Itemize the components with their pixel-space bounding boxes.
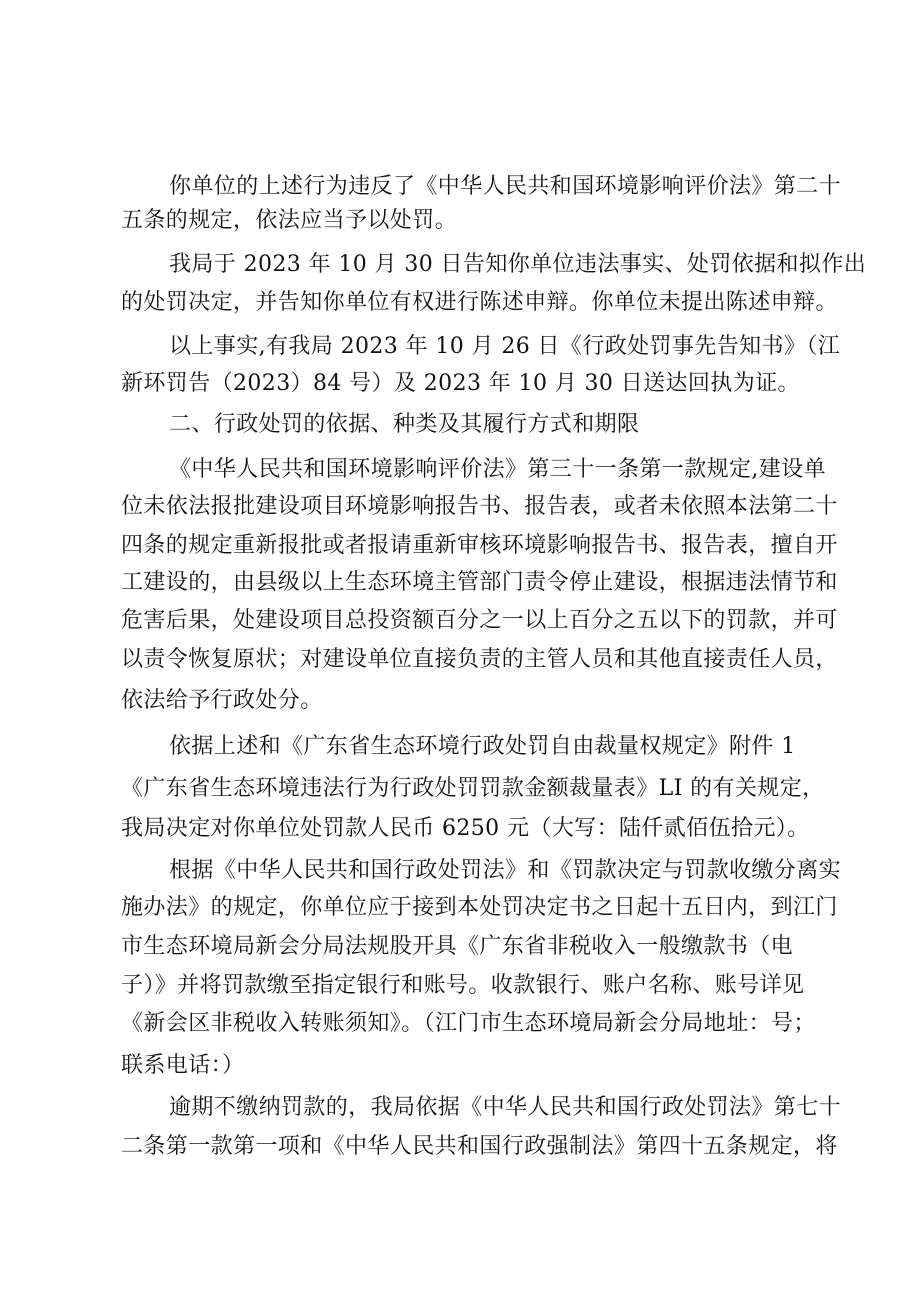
text-line: 依法给予行政处分。 (121, 688, 323, 713)
text-line: 五条的规定，依法应当予以处罚。 (121, 208, 458, 233)
text-line: 根据《中华人民共和国行政处罚法》和《罚款决定与罚款收缴分离实 (169, 858, 842, 883)
text-line: 《中华人民共和国环境影响评价法》第三十一条第一款规定,建设单 (169, 457, 826, 482)
text-line: 以上事实,有我局 2023 年 10 月 26 日《行政处罚事先告知书》（江 (169, 334, 841, 359)
text-line: 联系电话：） (121, 1053, 245, 1078)
text-line: 《广东省生态环境违法行为行政处罚罚款金额裁量表》LI 的有关规定， (121, 776, 825, 801)
text-line: 你单位的上述行为违反了《中华人民共和国环境影响评价法》第二十 (169, 174, 842, 199)
text-line: 依据上述和《广东省生态环境行政处罚自由裁量权规定》附件 1 (169, 734, 796, 759)
text-line: 《新会区非税收入转账须知》。（江门市生态环境局新会分局地址：号； (121, 1011, 816, 1036)
text-line: 工建设的，由县级以上生态环境主管部门责令停止建设，根据违法情节和 (121, 570, 838, 595)
text-line: 以责令恢复原状；对建设单位直接负责的主管人员和其他直接责任人员， (121, 647, 838, 672)
text-line: 子）》并将罚款缴至指定银行和账号。收款银行、账户名称、账号详见 (121, 973, 805, 998)
text-line: 危害后果，处建设项目总投资额百分之一以上百分之五以下的罚款，并可 (121, 608, 838, 633)
text-line: 市生态环境局新会分局法规股开具《广东省非税收入一般缴款书（电 (121, 934, 794, 959)
text-line: 四条的规定重新报批或者报请重新审核环境影响报告书、报告表，擅自开 (121, 533, 838, 558)
text-line: 我局决定对你单位处罚款人民币 6250 元（大写：陆仟贰佰伍拾元）。 (121, 816, 810, 841)
text-line: 位未依法报批建设项目环境影响报告书、报告表，或者未依照本法第二十 (121, 494, 838, 519)
text-line: 新环罚告（2023）84 号）及 2023 年 10 月 30 日送达回执为证。 (121, 371, 800, 396)
section-heading: 二、行政处罚的依据、种类及其履行方式和期限 (169, 412, 640, 437)
text-line: 施办法》的规定，你单位应于接到本处罚决定书之日起十五日内，到江门 (121, 895, 838, 920)
text-line: 逾期不缴纳罚款的，我局依据《中华人民共和国行政处罚法》第七十 (169, 1095, 842, 1120)
text-line: 的处罚决定，并告知你单位有权进行陈述申辩。你单位未提出陈述申辩。 (121, 290, 838, 315)
text-line: 二条第一款第一项和《中华人民共和国行政强制法》第四十五条规定，将 (121, 1134, 838, 1159)
text-line: 我局于 2023 年 10 月 30 日告知你单位违法事实、处罚依据和拟作出 (169, 252, 867, 277)
